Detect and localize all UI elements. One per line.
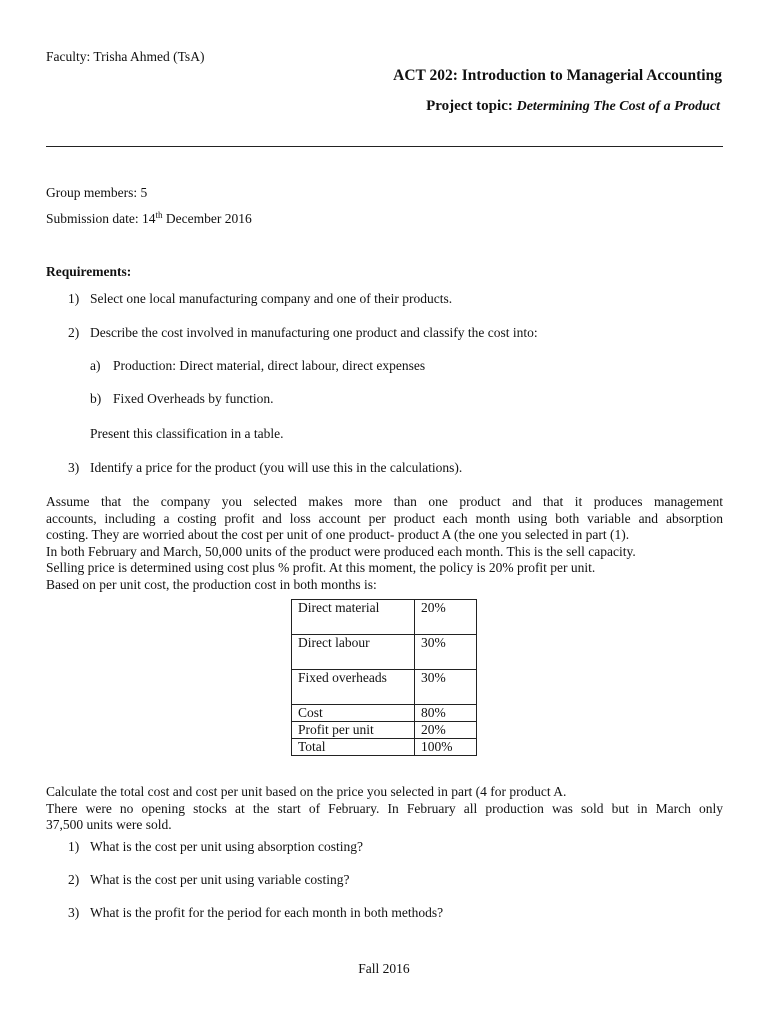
- cost-percent-cell: 100%: [415, 739, 477, 756]
- cost-percent-cell: 20%: [415, 600, 477, 635]
- present-note: Present this classification in a table.: [90, 426, 284, 441]
- cost-item-cell: Profit per unit: [292, 722, 415, 739]
- scenario-line: Assume that the company you selected makes more than one product and that it produces management: [46, 494, 723, 509]
- cost-item-cell: Total: [292, 739, 415, 756]
- project-topic-title: Determining The Cost of a Product: [516, 99, 720, 114]
- question-text: What is the profit for the period for each month in both methods?: [90, 905, 444, 920]
- requirement-number: 2): [68, 325, 80, 340]
- faculty-name: Faculty: Trisha Ahmed (TsA): [46, 49, 205, 64]
- requirement-text: Describe the cost involved in manufacturing one product and classify the cost into:: [90, 325, 538, 340]
- cost-percent-cell: 80%: [415, 705, 477, 722]
- submission-date-prefix: Submission date: 14: [46, 211, 156, 226]
- question-number: 1): [68, 839, 80, 854]
- requirement-text: Select one local manufacturing company and one of their products.: [90, 291, 453, 306]
- requirement-number: 1): [68, 291, 80, 306]
- question-number: 2): [68, 872, 80, 887]
- requirements-heading: Requirements:: [46, 264, 132, 279]
- scenario-line: Based on per unit cost, the production cost in both months is:: [46, 576, 377, 592]
- scenario-line: accounts, including a costing profit and loss account per product each month using both variable and absorption: [46, 510, 723, 526]
- cost-item-cell: Direct labour: [292, 635, 415, 670]
- question-text: What is the cost per unit using absorption costing?: [90, 839, 363, 854]
- requirement-text: Identify a price for the product (you will use this in the calculations).: [90, 460, 463, 475]
- header-divider: [46, 146, 723, 147]
- submission-date-suffix: December 2016: [162, 211, 252, 226]
- project-topic: [426, 97, 720, 117]
- subitem-text: Fixed Overheads by function.: [113, 391, 274, 406]
- question-number: 3): [68, 905, 80, 920]
- subitem-text: Production: Direct material, direct labour, direct expenses: [113, 358, 426, 373]
- calculation-line: Calculate the total cost and cost per unit based on the price you selected in part (4 for product A.: [46, 784, 567, 799]
- calculation-paragraph: [46, 783, 723, 833]
- submission-date: [46, 210, 252, 228]
- course-title: ACT 202: Introduction to Managerial Accounting: [393, 67, 722, 84]
- requirement-number: 3): [68, 460, 80, 475]
- cost-percent-cell: 20%: [415, 722, 477, 739]
- table-row: [292, 600, 477, 635]
- calculation-line: There were no opening stocks at the start of February. In February all production was sold but in March only: [46, 800, 723, 816]
- submission-date-ordinal: th: [155, 210, 163, 220]
- footer-term: Fall 2016: [358, 961, 410, 976]
- scenario-line: In both February and March, 50,000 units of the product were produced each month. This is the sell capacity.: [46, 543, 636, 559]
- cost-percent-cell: 30%: [415, 635, 477, 670]
- table-row: [292, 739, 477, 756]
- cost-item-cell: Fixed overheads: [292, 670, 415, 705]
- subitem-letter: a): [90, 358, 101, 373]
- project-topic-label: Project topic:: [426, 98, 513, 114]
- question-text: What is the cost per unit using variable costing?: [90, 872, 350, 887]
- table-row: [292, 705, 477, 722]
- calculation-line: 37,500 units were sold.: [46, 817, 172, 832]
- scenario-line: costing. They are worried about the cost per unit of one product- product A (the one you selected in part (1).: [46, 527, 630, 542]
- cost-item-cell: Direct material: [292, 600, 415, 635]
- production-cost-table: [291, 599, 477, 756]
- group-members: Group members: 5: [46, 185, 148, 200]
- table-row: [292, 722, 477, 739]
- table-row: [292, 670, 477, 705]
- subitem-letter: b): [90, 391, 102, 406]
- table-row: [292, 635, 477, 670]
- cost-percent-cell: 30%: [415, 670, 477, 705]
- scenario-paragraph: [46, 493, 723, 592]
- cost-item-cell: Cost: [292, 705, 415, 722]
- scenario-line: Selling price is determined using cost plus % profit. At this moment, the policy is 20% profit per unit.: [46, 560, 596, 575]
